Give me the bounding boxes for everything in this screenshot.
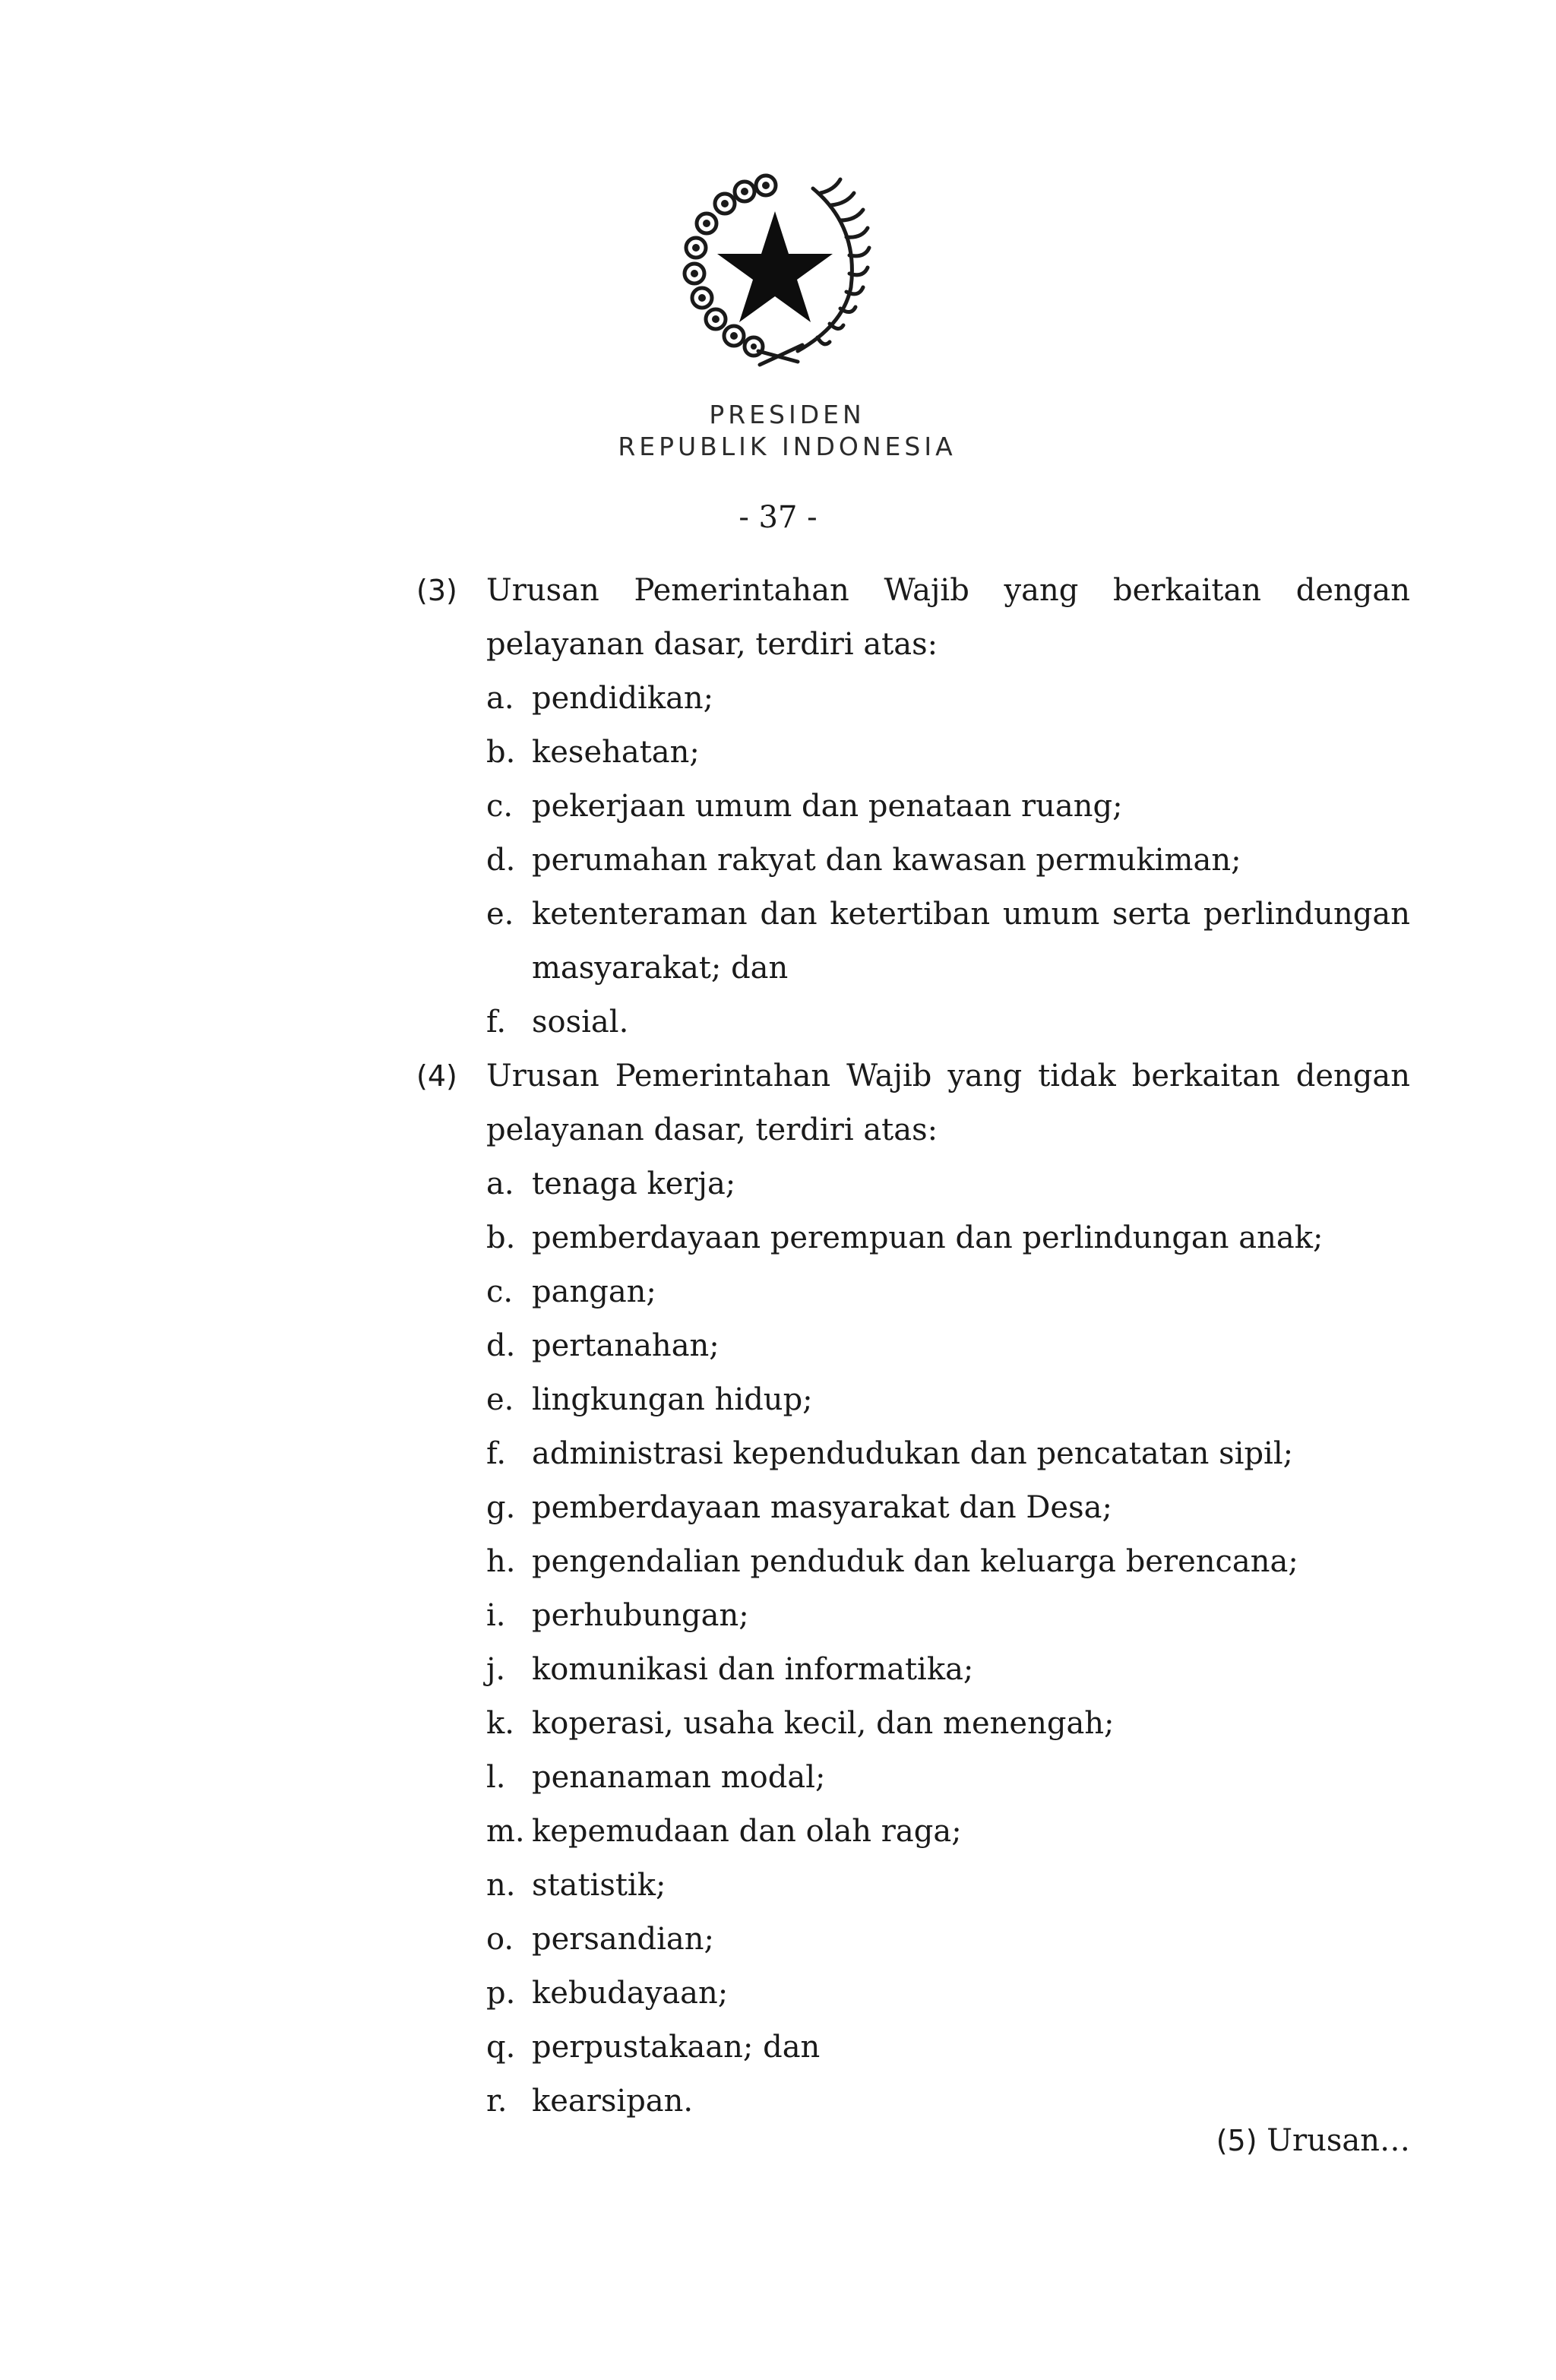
list-item-text: perumahan rakyat dan kawasan permukiman; (532, 843, 1241, 878)
list-item-letter: j. (486, 1652, 506, 1687)
list-item (486, 888, 1410, 995)
section-intro-line: Urusan Pemerintahan Wajib yang tidak berkaitan dengan (486, 1059, 1410, 1093)
list-item (486, 1211, 1410, 1265)
letterhead-title: PRESIDEN (709, 400, 865, 429)
list-item (486, 1319, 1410, 1373)
list-item (486, 1589, 1410, 1643)
list-item-text: kepemudaan dan olah raga; (532, 1814, 962, 1849)
list-item-text: tenaga kerja; (532, 1166, 736, 1201)
list-item-text: koperasi, usaha kecil, dan menengah; (532, 1706, 1115, 1741)
list-item (486, 1805, 1410, 1859)
list-item-letter: p. (486, 1976, 516, 2011)
list-item-text: perpustakaan; dan (532, 2030, 821, 2065)
section-intro-line: pelayanan dasar, terdiri atas: (486, 1112, 938, 1147)
list-item-letter: f. (486, 1005, 507, 1040)
list-item (486, 1535, 1410, 1589)
section-number: (4) (416, 1059, 457, 1093)
garuda-star-wreath-emblem-icon (669, 166, 881, 371)
list-item (486, 1157, 1410, 1211)
page-number: - 37 - (738, 500, 818, 535)
list-item-text: ketenteraman dan ketertiban umum serta perlindungan masyarakat; dan (532, 897, 1410, 986)
section-3 (416, 564, 1410, 1049)
list-item-letter: i. (486, 1598, 506, 1633)
list-item-text: lingkungan hidup; (532, 1382, 813, 1417)
section-intro-line: pelayanan dasar, terdiri atas: (486, 627, 938, 662)
list-item-letter: d. (486, 843, 516, 878)
document-body (416, 564, 1410, 2128)
list-item-letter: r. (486, 2084, 508, 2119)
list-item-letter: l. (486, 1760, 506, 1795)
list-item-text: administrasi kependudukan dan pencatatan sipil; (532, 1436, 1294, 1471)
list-item-text: pemberdayaan perempuan dan perlindungan anak; (532, 1220, 1324, 1255)
list-item (486, 2075, 1410, 2128)
list-item-text: penanaman modal; (532, 1760, 826, 1795)
list-item-text: pertanahan; (532, 1328, 719, 1363)
list-item-text: sosial. (532, 1005, 629, 1040)
list-item-text: pangan; (532, 1274, 656, 1309)
list-item (486, 1967, 1410, 2021)
list-item (486, 726, 1410, 780)
list-item-text: pekerjaan umum dan penataan ruang; (532, 789, 1123, 824)
list-item (486, 1427, 1410, 1481)
list-item-text: perhubungan; (532, 1598, 749, 1633)
list-item-letter: h. (486, 1544, 516, 1579)
list-item (486, 780, 1410, 834)
list-item-letter: a. (486, 1166, 514, 1201)
list-item-text: kebudayaan; (532, 1976, 729, 2011)
list-item-text: statistik; (532, 1868, 666, 1903)
list-item (486, 1643, 1410, 1697)
list-item-text: pengendalian penduduk dan keluarga berencana; (532, 1544, 1298, 1579)
list-item (486, 1265, 1410, 1319)
list-item-letter: f. (486, 1436, 507, 1471)
sub-item-list (486, 1157, 1410, 2128)
list-item-text: pendidikan; (532, 681, 714, 716)
next-page-reference (1064, 2123, 1410, 2158)
list-item (486, 1913, 1410, 1967)
list-item-letter: n. (486, 1868, 516, 1903)
list-item (486, 1859, 1410, 1913)
list-item (486, 1697, 1410, 1751)
next-page-catchword: Urusan… (1267, 2123, 1410, 2158)
list-item-letter: g. (486, 1490, 516, 1525)
list-item-letter: d. (486, 1328, 516, 1363)
list-item-letter: b. (486, 1220, 516, 1255)
list-item-letter: c. (486, 1274, 514, 1309)
list-item-text: kearsipan. (532, 2084, 694, 2119)
list-item (486, 672, 1410, 726)
section-4 (416, 1049, 1410, 2128)
list-item (486, 2021, 1410, 2075)
list-item-letter: e. (486, 897, 514, 932)
list-item (486, 995, 1410, 1049)
list-item-text: kesehatan; (532, 735, 700, 770)
list-item (486, 834, 1410, 888)
list-item-letter: q. (486, 2030, 516, 2065)
list-item (486, 1373, 1410, 1427)
sub-item-list (486, 672, 1410, 1049)
list-item-letter: c. (486, 789, 514, 824)
list-item (486, 1481, 1410, 1535)
list-item-letter: a. (486, 681, 514, 716)
list-item-text: pemberdayaan masyarakat dan Desa; (532, 1490, 1112, 1525)
section-number: (3) (416, 574, 457, 607)
list-item-letter: m. (486, 1814, 525, 1849)
next-page-section-number: (5) (1216, 2124, 1257, 2157)
list-item-text: persandian; (532, 1922, 715, 1957)
list-item (486, 1751, 1410, 1805)
list-item-text: komunikasi dan informatika; (532, 1652, 974, 1687)
letterhead-subtitle: REPUBLIK INDONESIA (618, 432, 957, 461)
section-intro-line: Urusan Pemerintahan Wajib yang berkaitan dengan (486, 573, 1410, 608)
list-item-letter: o. (486, 1922, 514, 1957)
list-item-letter: e. (486, 1382, 514, 1417)
list-item-letter: b. (486, 735, 516, 770)
list-item-letter: k. (486, 1706, 514, 1741)
